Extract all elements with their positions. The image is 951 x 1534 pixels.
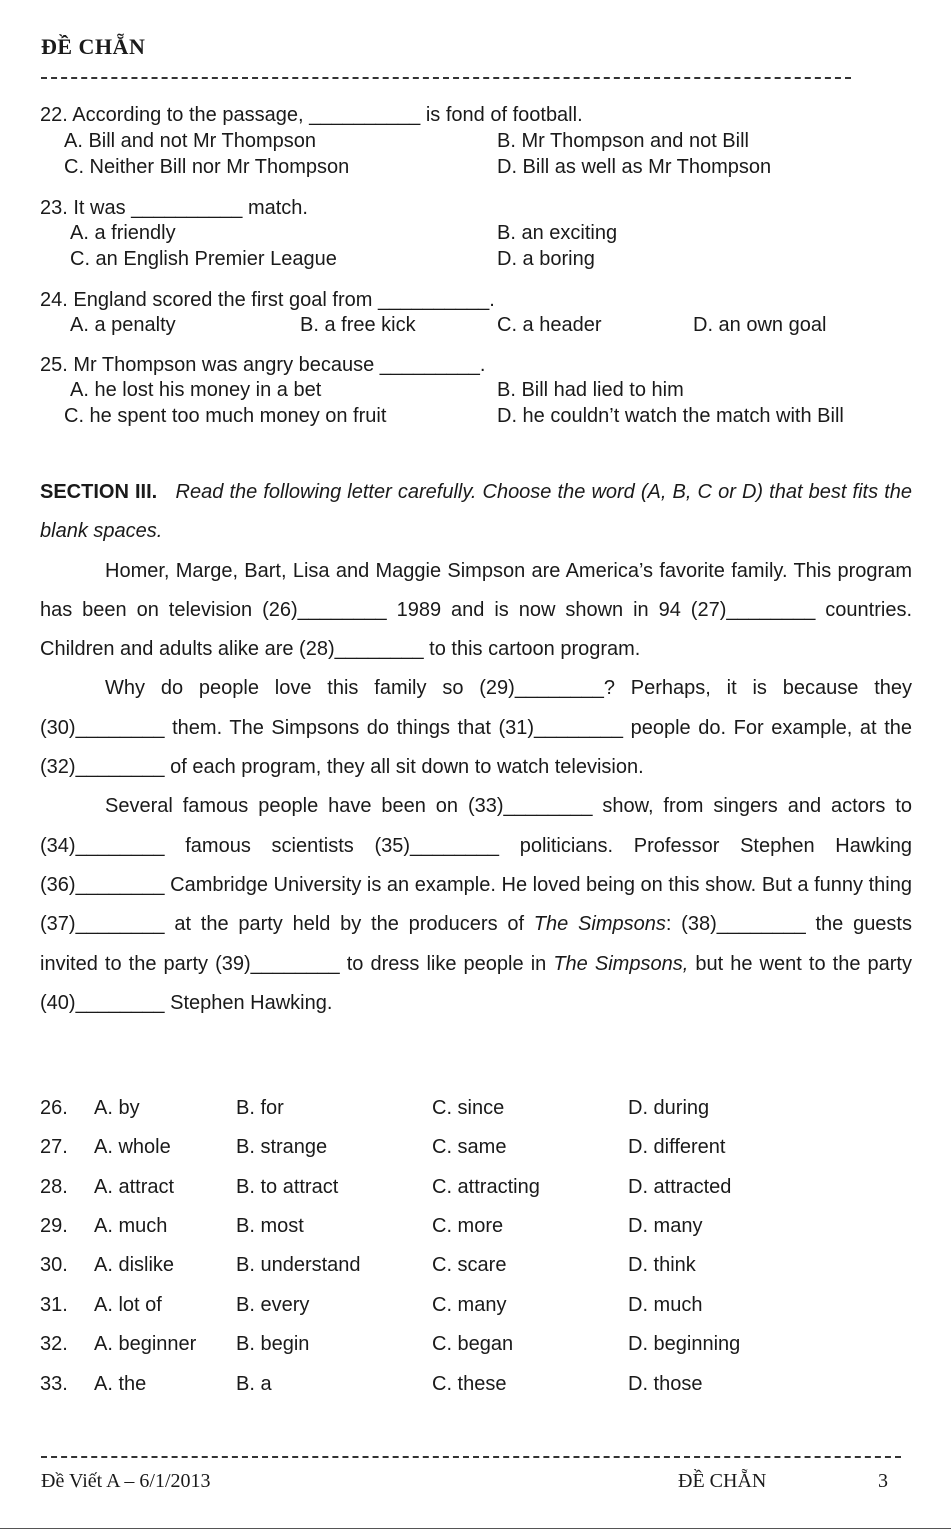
option-d: D. an own goal [693, 314, 827, 336]
show-title: The Simpsons [533, 913, 666, 936]
answer-option-c: C. scare [432, 1254, 507, 1276]
answer-option-d: D. think [628, 1254, 696, 1276]
answer-option-a: A. dislike [94, 1254, 175, 1276]
answer-option-b: B. strange [236, 1136, 328, 1158]
answer-option-d: D. many [628, 1215, 703, 1237]
option-b: B. a free kick [300, 314, 416, 336]
option-d: D. a boring [497, 248, 595, 270]
answer-option-d: D. those [628, 1373, 703, 1395]
answer-option-a: A. whole [94, 1136, 171, 1158]
option-b: B. an exciting [497, 222, 618, 244]
question-stem: 24. England scored the first goal from __________. [40, 289, 495, 311]
answer-option-b: B. most [236, 1215, 304, 1237]
section-title: SECTION III. [40, 481, 158, 503]
answer-option-c: C. same [432, 1136, 507, 1158]
passage-text: Several famous people have been on (33)________ show, from singers and actors to (34)________ famous scientists (35)________ politicians. Professor Stephen Hawking (36)________ Cambridge University is an example. He loved being on this show. But a funny thing (37)________ at the party held by the producers of [40, 795, 912, 936]
answer-number: 31. [40, 1294, 68, 1316]
answer-option-d: D. much [628, 1294, 703, 1316]
answer-option-a: A. beginner [94, 1333, 197, 1355]
answer-option-c: C. many [432, 1294, 507, 1316]
answer-option-b: B. to attract [236, 1176, 339, 1198]
answer-option-b: B. understand [236, 1254, 361, 1276]
page-number: 3 [878, 1470, 888, 1492]
answer-option-c: C. attracting [432, 1176, 540, 1198]
answer-number: 30. [40, 1254, 68, 1276]
passage-text: : (38)________ the guests invited to the party (39)________ to dress like people in [40, 913, 912, 975]
answer-number: 26. [40, 1097, 68, 1119]
footer-variant: ĐỀ CHẴN [678, 1470, 767, 1492]
option-c: C. Neither Bill nor Mr Thompson [64, 156, 350, 178]
section-instruction: Read the following letter carefully. Choose the word (A, B, C or D) that best fits the blank spaces. [40, 481, 913, 543]
answer-number: 29. [40, 1215, 68, 1237]
answer-option-c: C. these [432, 1373, 507, 1395]
question-stem: 25. Mr Thompson was angry because _________. [40, 354, 486, 376]
passage-text: but he went to the party (40)________ Stephen Hawking. [40, 952, 912, 1014]
footer-divider [41, 1456, 901, 1458]
answer-option-b: B. a [236, 1373, 272, 1395]
option-d: D. he couldn’t watch the match with Bill [497, 405, 844, 427]
answer-option-c: C. began [432, 1333, 514, 1355]
answer-option-d: D. beginning [628, 1333, 741, 1355]
option-b: B. Mr Thompson and not Bill [497, 130, 749, 152]
section-3 [40, 473, 912, 1023]
answer-option-d: D. during [628, 1097, 710, 1119]
page-title: ĐỀ CHẴN [41, 34, 146, 59]
answer-option-d: D. different [628, 1136, 726, 1158]
answer-option-b: B. for [236, 1097, 284, 1119]
question-stem: 23. It was __________ match. [40, 197, 308, 219]
answer-option-a: A. the [94, 1373, 147, 1395]
answer-number: 28. [40, 1176, 68, 1198]
question-22 [40, 102, 920, 128]
answer-number: 33. [40, 1373, 68, 1395]
answer-option-a: A. by [94, 1097, 140, 1119]
option-a: A. Bill and not Mr Thompson [64, 130, 316, 152]
option-b: B. Bill had lied to him [497, 379, 684, 401]
answer-option-b: B. begin [236, 1333, 310, 1355]
passage-paragraph-3 [40, 787, 912, 1023]
option-c: C. an English Premier League [70, 248, 337, 270]
answer-option-c: C. since [432, 1097, 505, 1119]
question-23 [40, 195, 920, 221]
passage-paragraph-1: Homer, Marge, Bart, Lisa and Maggie Simpson are America’s favorite family. This program has been on television (26)________ 1989 and is now shown in 94 (27)________ countries. Children and adults alike are (28)________ to this cartoon program. [40, 559, 912, 661]
option-c: C. a header [497, 314, 602, 336]
option-d: D. Bill as well as Mr Thompson [497, 156, 772, 178]
answer-option-c: C. more [432, 1215, 504, 1237]
question-25 [40, 352, 920, 378]
show-title: The Simpsons, [553, 952, 689, 975]
question-24 [40, 287, 920, 313]
passage-paragraph-2: Why do people love this family so (29)________? Perhaps, it is because they (30)________ them. The Simpsons do things that (31)________ people do. For example, at the (32)________ of each program, they all sit down to watch television. [40, 677, 912, 779]
header-divider [41, 77, 851, 79]
option-a: A. a friendly [70, 222, 176, 244]
option-c: C. he spent too much money on fruit [64, 405, 387, 427]
answer-option-d: D. attracted [628, 1176, 732, 1198]
section-heading [40, 473, 912, 552]
option-a: A. a penalty [70, 314, 176, 336]
footer-exam-info: Đề Viết A – 6/1/2013 [41, 1470, 211, 1492]
answer-option-a: A. attract [94, 1176, 175, 1198]
answer-option-a: A. much [94, 1215, 168, 1237]
option-a: A. he lost his money in a bet [70, 379, 322, 401]
answer-option-a: A. lot of [94, 1294, 162, 1316]
page-edge-line [0, 1528, 951, 1529]
answer-number: 32. [40, 1333, 68, 1355]
answer-option-b: B. every [236, 1294, 310, 1316]
answer-number: 27. [40, 1136, 68, 1158]
question-stem: 22. According to the passage, __________ is fond of football. [40, 104, 583, 126]
